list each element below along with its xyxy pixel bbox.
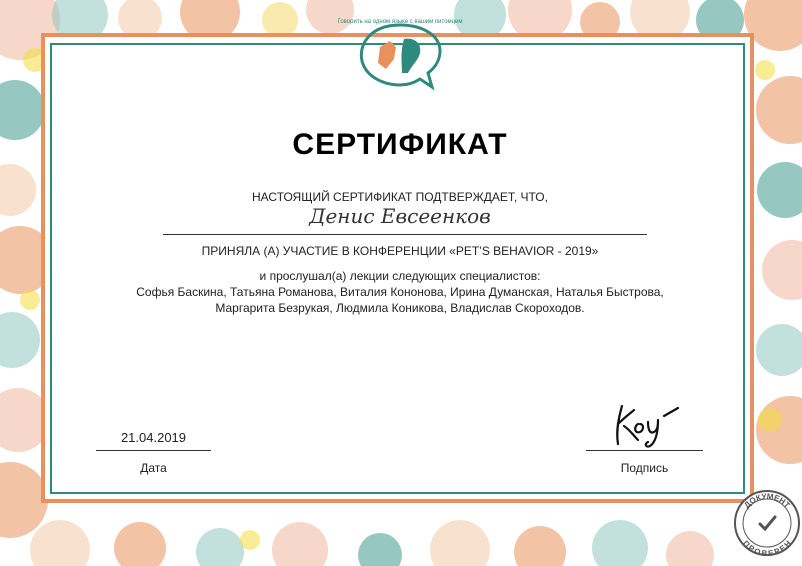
stamp-top-text: ДОКУМЕНТ	[742, 491, 792, 510]
speakers-line-1: Софья Баскина, Татьяна Романова, Виталия Кононова, Ирина Думанская, Наталья Быстрова,	[136, 285, 664, 299]
logo	[337, 3, 463, 93]
verified-stamp	[732, 488, 802, 558]
confirm-text: НАСТОЯЩИЙ СЕРТИФИКАТ ПОДТВЕРЖДАЕТ, ЧТО,	[252, 190, 548, 204]
signature-underline	[586, 450, 703, 451]
signature-label: Подпись	[620, 461, 669, 475]
recipient-name: Денис Евсеенков	[309, 204, 491, 228]
logo-text: Говорить на одном языке с вашим питомцем	[337, 19, 463, 25]
lectures-intro: и прослушал(а) лекции следующих специалистов:	[259, 269, 541, 283]
speakers-line-2: Маргарита Безрукая, Людмила Коникова, Владислав Скороходов.	[215, 301, 585, 315]
date-value: 21.04.2019	[120, 430, 187, 445]
name-underline	[163, 234, 647, 235]
stamp-bottom-text: ПРОВЕРЕН	[740, 538, 794, 558]
participation-text: ПРИНЯЛА (А) УЧАСТИЕ В КОНФЕРЕНЦИИ «PET’S BEHAVIOR - 2019»	[201, 244, 599, 258]
date-underline	[96, 450, 211, 451]
signature-image	[608, 396, 688, 450]
certificate-title: СЕРТИФИКАТ	[292, 128, 508, 161]
date-label: Дата	[140, 461, 167, 475]
